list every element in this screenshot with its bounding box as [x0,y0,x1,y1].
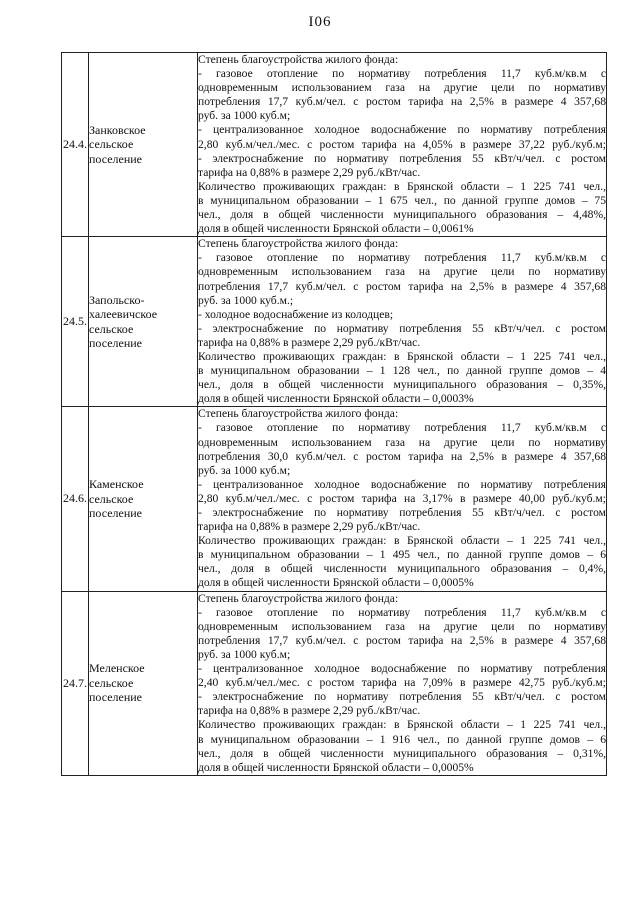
description-line: - централизованное холодное водоснабжение по нормативу потребления [198,477,606,491]
description-line: доля в общей численности Брянской области – 0,0005% [198,760,474,774]
description-line: руб. за 1000 куб.м; [198,463,291,477]
row-number: 24.7. [62,591,89,775]
description-line: - газовое отопление по нормативу потребления 11,7 куб.м/кв.м с [198,67,606,81]
description-line: 2,80 куб.м/чел./мес. с ростом тарифа на 3,17% в размере 40,00 руб./куб.м; [198,491,606,505]
settlement-name-line: Меленское [89,661,145,676]
description-line: Степень благоустройства жилого фонда: [198,591,399,605]
settlement-name-line: халеевичское [89,307,158,322]
description-line: - холодное водоснабжение из колодцев; [198,307,394,321]
settlement-name-line: Запольско- [89,292,145,307]
table-row [62,53,607,237]
description-line: в муниципальном образовании – 1 675 чел., по данной группе домов – 75 [198,193,606,207]
description-line: одновременным использованием газа на другие цели по нормативу [198,619,606,633]
description-line: потребления 17,7 куб.м/чел. с ростом тарифа на 2,5% в размере 4 357,68 [198,633,606,647]
description-line: Степень благоустройства жилого фонда: [198,53,399,66]
description-line: - электроснабжение по нормативу потребления 55 кВт/ч/чел. с ростом [198,690,606,704]
housing-description [198,407,607,591]
settlement-name-line: сельское [89,137,134,152]
housing-description [198,237,607,407]
description-line: в муниципальном образовании – 1 916 чел., по данной группе домов – 6 [198,732,606,746]
description-line: - электроснабжение по нормативу потребления 55 кВт/ч/чел. с ростом [198,151,606,165]
row-number: 24.5. [62,237,89,407]
settlement-name-line: сельское [89,321,134,336]
settlement-name [89,591,198,775]
settlement-name-line: поселение [89,506,143,521]
settlement-name-line: сельское [89,491,134,506]
row-number: 24.4. [62,53,89,237]
description-line: в муниципальном образовании – 1 495 чел., по данной группе домов – 6 [198,548,606,562]
table-row [62,407,607,591]
description-line: потребления 17,7 куб.м/чел. с ростом тарифа на 2,5% в размере 4 357,68 [198,95,606,109]
description-line: чел., доля в общей численности муниципального образования – 0,35%, [198,378,606,392]
settlement-name-line: Занковское [89,122,146,137]
description-line: Количество проживающих граждан: в Брянской области – 1 225 741 чел., [198,349,606,363]
description-line: - электроснабжение по нормативу потребления 55 кВт/ч/чел. с ростом [198,506,606,519]
description-line: руб. за 1000 куб.м.; [198,293,294,307]
description-line: - электроснабжение по нормативу потребления 55 кВт/ч/чел. с ростом [198,321,606,335]
description-line: руб. за 1000 куб.м; [198,109,291,123]
description-line: Количество проживающих граждан: в Брянской области – 1 225 741 чел., [198,718,606,732]
description-line: чел., доля в общей численности муниципального образования – 4,48%, [198,208,606,222]
settlement-name [89,407,198,591]
description-line: одновременным использованием газа на другие цели по нормативу [198,81,606,95]
settlement-name-line: сельское [89,675,134,690]
description-line: в муниципальном образовании – 1 128 чел., по данной группе домов – 4 [198,364,606,378]
description-line: одновременным использованием газа на другие цели по нормативу [198,435,606,449]
description-line: - газовое отопление по нормативу потребления 11,7 куб.м/кв.м с [198,251,606,265]
settlement-name [89,53,198,237]
description-line: тарифа на 0,88% в размере 2,29 руб./кВт/час. [198,165,421,179]
settlement-name [89,237,198,407]
description-line: Количество проживающих граждан: в Брянской области – 1 225 741 чел., [198,179,606,193]
settlement-name-line: поселение [89,690,143,705]
table-row [62,591,607,775]
settlement-name-line: Каменское [89,477,144,492]
description-line: доля в общей численности Брянской области – 0,0003% [198,392,474,406]
description-line: тарифа на 0,88% в размере 2,29 руб./кВт/час. [198,704,421,718]
settlement-name-line: поселение [89,336,143,351]
description-line: Степень благоустройства жилого фонда: [198,407,399,421]
settlement-name-line: поселение [89,151,143,166]
housing-description [198,53,607,237]
description-line: потребления 30,0 куб.м/чел. с ростом тарифа на 2,5% в размере 4 357,68 [198,449,606,463]
table-row [62,237,607,407]
description-line: доля в общей численности Брянской области – 0,0061% [198,222,474,236]
description-line: чел., доля в общей численности муниципального образования – 0,4%, [198,562,606,576]
description-line: тарифа на 0,88% в размере 2,29 руб./кВт/час. [198,335,421,349]
description-line: доля в общей численности Брянской области – 0,0005% [198,576,474,590]
description-line: Количество проживающих граждан: в Брянской области – 1 225 741 чел., [198,534,606,548]
description-line: потребления 17,7 куб.м/чел. с ростом тарифа на 2,5% в размере 4 357,68 [198,279,606,293]
description-line: 2,40 куб.м/чел./мес. с ростом тарифа на 7,09% в размере 42,75 руб./куб.м; [198,676,606,690]
description-line: чел., доля в общей численности муниципального образования – 0,31%, [198,746,606,760]
row-number: 24.6. [62,407,89,591]
housing-description [198,591,607,775]
description-line: - газовое отопление по нормативу потребления 11,7 куб.м/кв.м с [198,605,606,619]
description-line: одновременным использованием газа на другие цели по нормативу [198,265,606,279]
description-line: - централизованное холодное водоснабжение по нормативу потребления [198,662,606,676]
description-line: - централизованное холодное водоснабжение по нормативу потребления [198,123,606,137]
description-line: - газовое отопление по нормативу потребления 11,7 куб.м/кв.м с [198,421,606,435]
settlements-table [61,52,607,776]
page-number: I06 [308,14,332,30]
description-line: руб. за 1000 куб.м; [198,647,291,661]
description-line: тарифа на 0,88% в размере 2,29 руб./кВт/час. [198,520,421,534]
description-line: Степень благоустройства жилого фонда: [198,237,399,251]
description-line: 2,80 куб.м/чел./мес. с ростом тарифа на 4,05% в размере 37,22 руб./куб.м; [198,137,606,151]
